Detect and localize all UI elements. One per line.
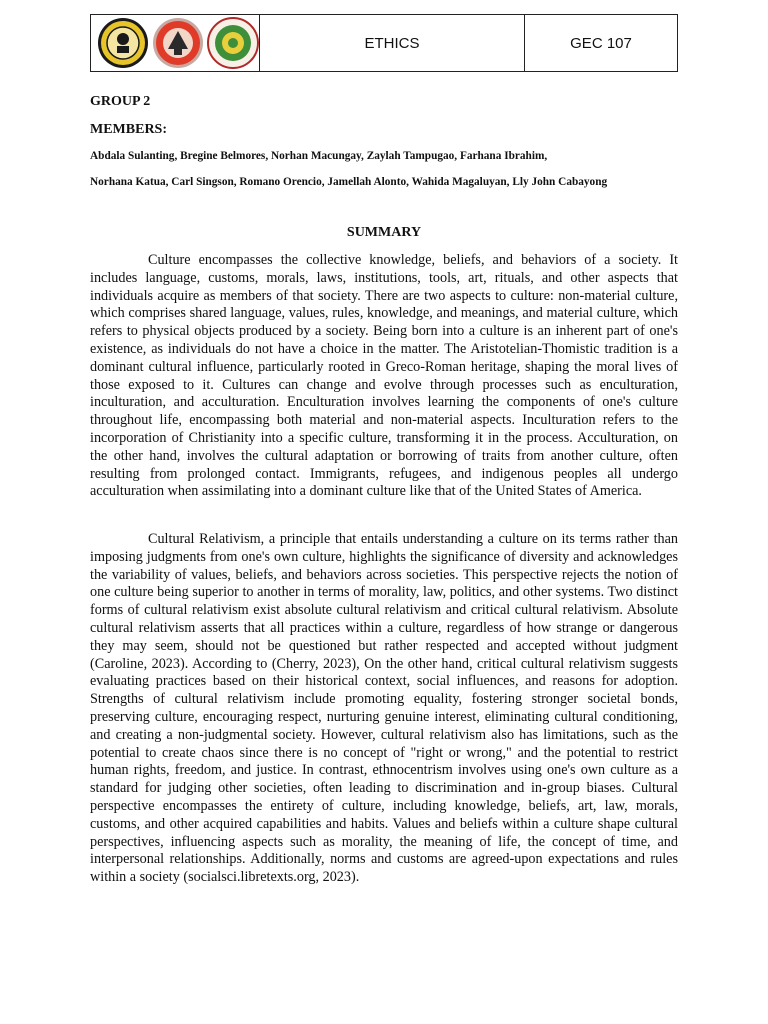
university-seal-logo xyxy=(207,17,259,69)
course-code-cell: GEC 107 xyxy=(570,34,632,52)
members-line-2: Norhana Katua, Carl Singson, Romano Orencio, Jamellah Alonto, Wahida Magaluyan, Lly John Cabayong xyxy=(90,176,608,188)
members-line-1: Abdala Sulanting, Bregine Belmores, Norhan Macungay, Zaylah Tampugao, Farhana Ibrahim, xyxy=(90,150,548,162)
header-table xyxy=(90,14,678,72)
members-heading: MEMBERS: xyxy=(90,122,167,137)
summary-heading: SUMMARY xyxy=(346,225,422,240)
school-seal-logo-2 xyxy=(152,17,204,69)
summary-paragraph-1: Culture encompasses the collective knowledge, beliefs, and behaviors of a society. It includes language, customs, morals, laws, institutions, tools, art, rituals, and other aspects that individuals acquire as members of that society. There are two aspects to culture: non-material culture, which comprises shared language, values, rules, knowledge, and meanings, and material culture, which refers to physical objects produced by a society. Being born into a culture is an inherent part of one's existence, as individuals do not have a choice in the matter. The Aristotelian-Thomistic tradition is a dominant cultural influence, particularly rooted in Greco-Roman heritage, shaping the moral lives of those exposed to it. Cultures can change and evolve through processes such as enculturation, inculturation, and acculturation. Enculturation involves learning the components of one's culture throughout life, encompassing both material and non-material aspects. Inculturation refers to the incorporation of Christianity into a specific culture, transforming it in the process. Acculturation, on the other hand, involves the cultural adaptation or borrowing of traits from another culture, often resulting from prolonged contact. Immigrants, refugees, and indigenous peoples all undergo acculturation when assimilating into a dominant culture like that of the United States of America. xyxy=(90,252,678,500)
logos-cell xyxy=(91,15,260,71)
subject-cell: ETHICS xyxy=(260,15,525,71)
group-title: GROUP 2 xyxy=(90,94,151,109)
school-seal-logo-1 xyxy=(97,17,149,69)
summary-paragraph-2: Cultural Relativism, a principle that entails understanding a culture on its terms rather than imposing judgments from one's own culture, highlights the significance of diversity and acknowledges the variability of values, beliefs, and behaviors across societies. This perspective rejects the notion of one culture being superior to another in terms of morality, law, politics, and other systems. Two distinct forms of cultural relativism exist absolute cultural relativism and critical cultural relativism. Absolute cultural relativism asserts that all practices within a culture, regardless of how strange or dangerous they may seem, should not be questioned but rather respected and accepted without judgment (Caroline, 2023). According to (Cherry, 2023), On the other hand, critical cultural relativism suggests evaluating practices based on their historical context, social influences, and reasons for adoption. Strengths of cultural relativism include promoting equality, fostering stronger societal bonds, preserving culture, encouraging respect, nurturing genuine interest, eliminating cultural conditioning, and creating a non-judgmental society. However, cultural relativism also has limitations, such as the potential to create chaos since there is no concept of "right or wrong," and the potential to restrict human rights, freedom, and justice. In contrast, ethnocentrism involves using one's own culture as a standard for judging other societies, often leading to discrimination and in-group biases. Cultural perspective encompasses the entirety of culture, including knowledge, beliefs, art, law, morals, customs, and other acquired capabilities and habits. Values and beliefs within a culture shape cultural perspectives, influencing aspects such as morality, the meaning of life, the concept of time, and interpersonal relationships. Additionally, norms and customs are agreed-upon expectations and rules within a society (socialsci.libretexts.org, 2023). xyxy=(90,531,678,886)
